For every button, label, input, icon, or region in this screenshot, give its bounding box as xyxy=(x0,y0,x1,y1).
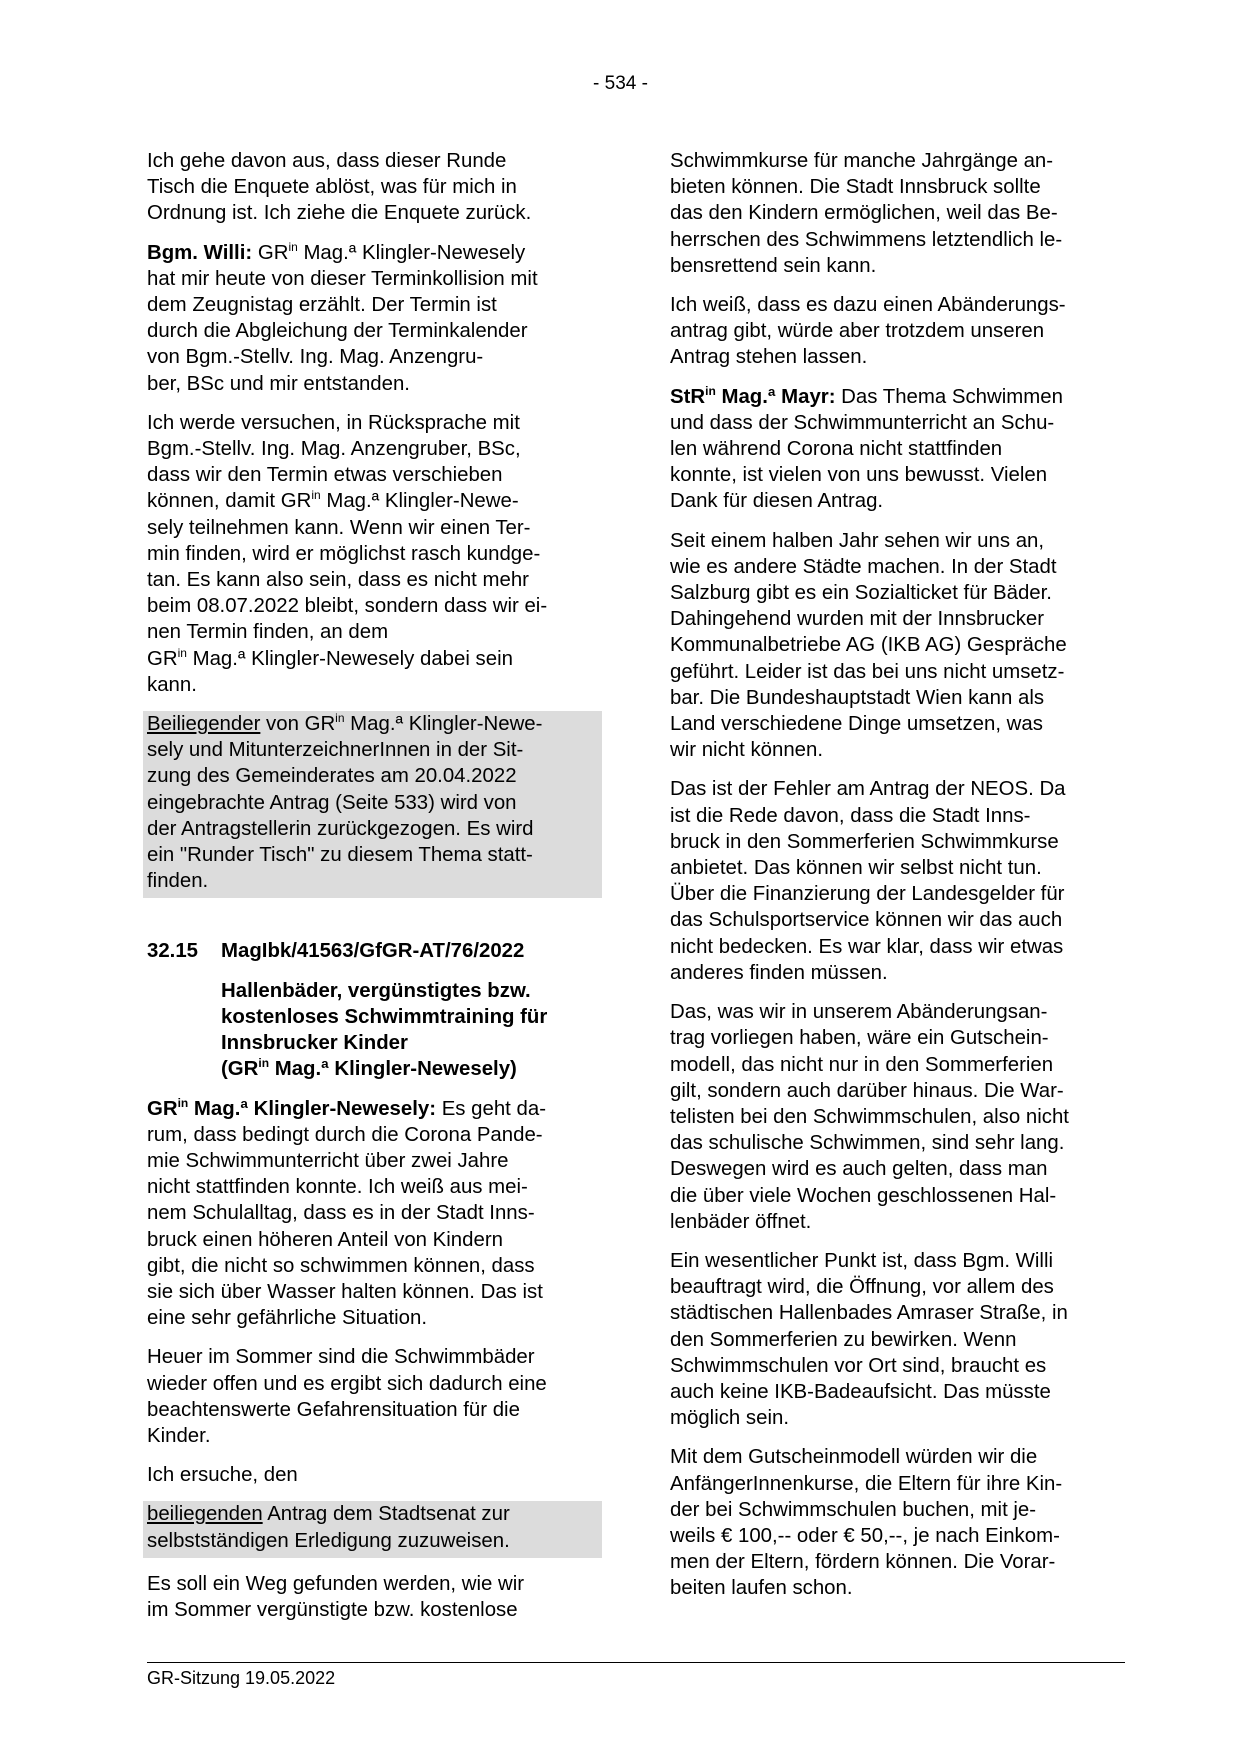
paragraph xyxy=(670,384,1125,515)
agenda-number: 32.15 xyxy=(147,940,199,963)
paragraph: Es soll ein Weg gefunden werden, wie wir im Sommer vergünstigte bzw. kostenlose xyxy=(147,1572,525,1621)
paragraph: Ich weiß, dass es dazu einen Abänderungs- antrag gibt, würde aber trotzdem unseren Antrag stehen lassen. xyxy=(670,294,1066,369)
superscript: in xyxy=(288,239,298,254)
left-column xyxy=(147,148,602,1636)
paragraph xyxy=(147,410,602,698)
text-run: (GR xyxy=(221,1058,259,1081)
text-run: Das Thema Schwimmen und dass der Schwimmunterricht an Schu- len während Corona nicht stattfinden konnte, ist vielen von uns bewusst. Vielen Dank für diesen Antrag. xyxy=(670,385,1063,513)
agenda-title-line: Innsbrucker Kinder xyxy=(221,1032,408,1055)
text-run: Mag.ª Klingler-Newesely) xyxy=(269,1058,517,1081)
speaker-name: Bgm. Willi: xyxy=(147,241,253,264)
superscript: in xyxy=(705,383,716,398)
superscript: in xyxy=(258,1056,270,1071)
paragraph: Seit einem halben Jahr sehen wir uns an, wie es andere Städte machen. In der Stadt Salzburg gibt es ein Sozialticket für Bäder. Dahingehend wurden mit der Innsbrucker Kommunalbetriebe AG (IKB AG) Gespräche geführt. Leider ist das bei uns nicht umsetz- bar. Die Bundeshauptstadt Wien kann als Land verschiedene Dinge umsetzen, was wir nicht können. xyxy=(670,529,1067,762)
underlined-word: Beiliegender xyxy=(147,713,261,736)
agenda-title xyxy=(221,978,602,1083)
page-number: - 534 - xyxy=(593,73,648,94)
speaker-name: GR xyxy=(147,1097,178,1120)
paragraph: Das, was wir in unserem Abänderungsan- trag vorliegen haben, wäre ein Gutschein- modell, das nicht nur in den Sommerferien gilt, sondern auch darüber hinaus. Die War- telisten bei den Schwimmschulen, also nicht das schulische Schwimmen, sind sehr lang. Deswegen wird es auch gelten, dass man die über viele Wochen geschlossenen Hal- lenbäder öffnet. xyxy=(670,1001,1069,1233)
agenda-title-line: Hallenbäder, vergünstigtes bzw. xyxy=(221,979,531,1002)
speaker-name: Mag.ª Mayr: xyxy=(715,385,836,408)
agenda-title-line xyxy=(221,1056,602,1082)
paragraph xyxy=(147,1096,602,1332)
agenda-title-line: kostenloses Schwimmtraining für xyxy=(221,1005,548,1028)
paragraph: Das ist der Fehler am Antrag der NEOS. Da ist die Rede davon, dass die Stadt Inns- bruck in den Sommerferien Schwimmkurse anbietet. Das können wir selbst nicht tun. Über die Finanzierung der Landesgelder für das Schulsportservice können wir das auch nicht bedecken. Es war klar, dass wir etwas anderes finden müssen. xyxy=(670,778,1066,984)
superscript: in xyxy=(335,711,345,726)
paragraph: Ein wesentlicher Punkt ist, dass Bgm. Willi beauftragt wird, die Öffnung, vor allem des städtischen Hallenbades Amraser Straße, in den Sommerferien zu bewirken. Wenn Schwimmschulen vor Ort sind, braucht es auch keine IKB-Badeaufsicht. Das müsste möglich sein. xyxy=(670,1249,1068,1430)
superscript: in xyxy=(177,645,187,660)
right-column xyxy=(670,148,1125,1615)
paragraph: Ich gehe davon aus, dass dieser Runde Tisch die Enquete ablöst, was für mich in Ordnung ist. Ich ziehe die Enquete zurück. xyxy=(147,150,532,225)
text-run: von GR xyxy=(260,713,336,736)
paragraph xyxy=(147,240,602,397)
text-run: Es geht da- rum, dass bedingt durch die Corona Pande- mie Schwimmunterricht über zwei Jahre nicht stattfinden konnte. Ich weiß aus mei- nem Schulalltag, dass es in der Stadt Inns- bruck einen höheren Anteil von Kindern gibt, die nicht so schwimmen können, dass sie sich über Wasser halten können. Das ist eine sehr gefährliche Situation. xyxy=(147,1097,546,1330)
paragraph: Mit dem Gutscheinmodell würden wir die AnfängerInnenkurse, die Eltern für ihre Kin- der bei Schwimmschulen buchen, mit je- weils € 100,-- oder € 50,--, je nach Einkom- men der Eltern, fördern können. Die Vorar- beiten laufen schon. xyxy=(670,1446,1063,1600)
text-run: Mag.ª Klingler-Newe- sely teilnehmen kann. Wenn wir einen Ter- min finden, wird er möglichst rasch kundge- tan. Es kann also sein, dass es nicht mehr beim 08.07.2022 bleibt, sondern dass wir ei- nen Termin finden, an dem GR xyxy=(147,490,548,670)
footer-text: GR-Sitzung 19.05.2022 xyxy=(147,1668,336,1688)
text-run: Ich werde versuchen, in Rücksprache mit Bgm.-Stellv. Ing. Mag. Anzengruber, BSc, dass wir den Termin etwas verschieben können, damit GR xyxy=(147,411,521,513)
speaker-name: Mag.ª Klingler-Newesely: xyxy=(188,1097,437,1120)
footer-rule xyxy=(147,1662,1125,1663)
text-run: Mag.ª Klingler-Newe- sely und MitunterzeichnerInnen in der Sit- zung des Gemeinderates am 20.04.2022 eingebrachte Antrag (Seite 533) wird von der Antragstellerin zurückgezogen. Es wird ein "Runder Tisch" zu diesem Thema statt- finden. xyxy=(147,713,543,893)
text-run: Antrag dem Stadtsenat zur selbstständigen Erledigung zuzuweisen. xyxy=(147,1503,510,1552)
paragraph: Schwimmkurse für manche Jahrgänge an- bieten können. Die Stadt Innsbruck sollte das den Kindern ermöglichen, weil das Be- herrschen des Schwimmens letztendlich le- bensrettend sein kann. xyxy=(670,150,1063,277)
speaker-name: StR xyxy=(670,385,706,408)
paragraph: Ich ersuche, den xyxy=(147,1464,298,1487)
agenda-item xyxy=(147,938,602,1082)
superscript: in xyxy=(311,488,321,503)
paragraph: Heuer im Sommer sind die Schwimmbäder wieder offen und es ergibt sich dadurch eine beachtenswerte Gefahrensituation für die Kinder. xyxy=(147,1346,547,1447)
text-run: Mag.ª Klingler-Newesely dabei sein kann. xyxy=(147,647,513,696)
text-run: GR xyxy=(252,241,289,264)
text-run: Mag.ª Klingler-Newesely hat mir heute von dieser Terminkollision mit dem Zeugnistag erzählt. Der Termin ist durch die Abgleichung der Terminkalender von Bgm.-Stellv. Ing. Mag. Anzengru- ber, BSc und mir entstanden. xyxy=(147,241,538,395)
resolution-box xyxy=(143,711,602,898)
motion-box xyxy=(143,1501,602,1557)
underlined-word: beiliegenden xyxy=(147,1503,263,1526)
superscript: in xyxy=(177,1095,189,1110)
agenda-reference: MagIbk/41563/GfGR-AT/76/2022 xyxy=(221,940,525,963)
